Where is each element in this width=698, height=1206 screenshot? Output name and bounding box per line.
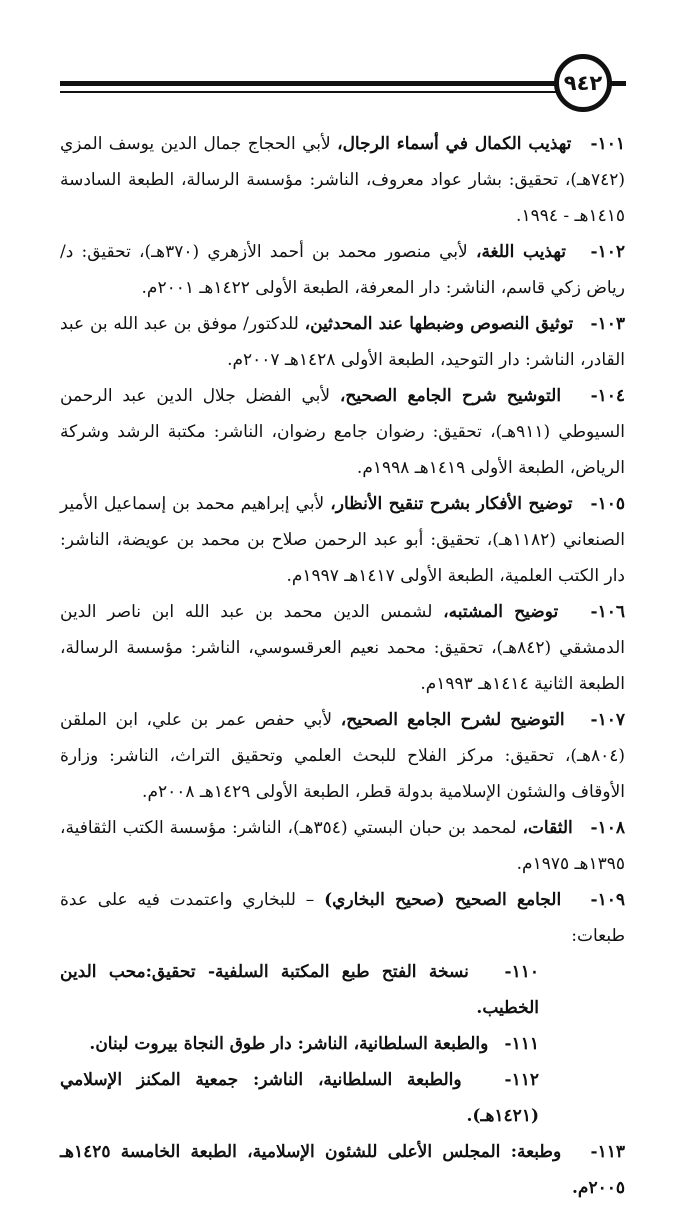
entry-text: والطبعة السلطانية، الناشر: دار طوق النجاة بيروت لبنان.: [89, 1034, 489, 1054]
entry-number: ١٠٧-: [590, 710, 626, 730]
bibliography-entry: [60, 378, 625, 486]
entry-title: الثقات،: [522, 818, 573, 838]
bibliography-sub-entry: [60, 1062, 625, 1134]
bibliography-sub-entry: [60, 1026, 625, 1062]
entry-details: لأبي الفضل جلال الدين عبد الرحمن السيوطي (٩١١هـ)، تحقيق: رضوان جامع رضوان، الناشر: مكتبة الرشد وشركة الرياض، الطبعة الأولى ١٤١٩هـ ١٩٩٨م.: [60, 386, 626, 478]
entry-details: لأبي الحجاج جمال الدين يوسف المزي (٧٤٢هـ)، تحقيق: بشار عواد معروف، الناشر: مؤسسة الرسالة، الطبعة السادسة ١٤١٥هـ - ١٩٩٤.: [60, 134, 625, 226]
entry-details: لأبي حفص عمر بن علي، ابن الملقن (٨٠٤هـ)، تحقيق: مركز الفلاح للبحث العلمي وتحقيق التراث، الناشر: وزارة الأوقاف والشئون الإسلامية بدولة قطر، الطبعة الأولى ١٤٢٩هـ ٢٠٠٨م.: [60, 710, 625, 802]
entry-details: لشمس الدين محمد بن عبد الله ابن ناصر الدين الدمشقي (٨٤٢هـ)، تحقيق: محمد نعيم العرقسوسي، الناشر: مؤسسة الرسالة، الطبعة الثانية ١٤١٤هـ ١٩٩٣م.: [60, 602, 625, 694]
header-rule-right: [610, 81, 626, 86]
entry-number: ١٠٨-: [590, 818, 626, 838]
entry-title: تهذيب الكمال في أسماء الرجال،: [337, 134, 572, 154]
bibliography-entry: [60, 126, 625, 234]
bibliography-entry: [60, 594, 625, 702]
header-rule-thin: [60, 91, 564, 93]
bibliography-entry: [60, 486, 625, 594]
bibliography-entry: [60, 810, 625, 882]
page-header: [60, 54, 626, 114]
bibliography-entry: [60, 234, 625, 306]
page-number: ٩٤٢: [554, 54, 612, 112]
entry-title: تهذيب اللغة،: [475, 242, 566, 262]
entry-number: ١١٠-: [504, 962, 539, 982]
bibliography-entry: [60, 306, 625, 378]
entry-number: ١٠٢-: [590, 242, 626, 262]
entry-text: نسخة الفتح طبع المكتبة السلفية- تحقيق:محب الدين الخطيب.: [60, 962, 539, 1018]
entry-title: التوضيح لشرح الجامع الصحيح،: [340, 710, 565, 730]
entry-details: – للبخاري واعتمدت فيه على عدة طبعات:: [60, 890, 625, 946]
entry-details: للدكتور/ موفق بن عبد الله بن عبد القادر، الناشر: دار التوحيد، الطبعة الأولى ١٤٢٨هـ ٢٠٠٧م.: [60, 314, 625, 370]
entry-details: لأبي منصور محمد بن أحمد الأزهري (٣٧٠هـ)، تحقيق: د/رياض زكي قاسم، الناشر: دار المعرفة، الطبعة الأولى ١٤٢٢هـ ٢٠٠١م.: [60, 242, 625, 298]
bibliography-sub-entry: [60, 954, 625, 1026]
bibliography-sub-entry: [60, 1134, 625, 1206]
entry-number: ١٠٤-: [590, 386, 626, 406]
header-rule-thick: [60, 81, 564, 86]
entry-text: والطبعة السلطانية، الناشر: جمعية المكنز الإسلامي (١٤٢١هـ).: [60, 1070, 539, 1126]
entry-number: ١٠٥-: [590, 494, 625, 514]
entry-title: توضيح الأفكار بشرح تنقيح الأنظار،: [330, 494, 573, 514]
entry-number: ١٠٩-: [590, 890, 626, 910]
entry-number: ١٠٦-: [590, 602, 625, 622]
entry-text: وطبعة: المجلس الأعلى للشئون الإسلامية، الطبعة الخامسة ١٤٢٥هـ ٢٠٠٥م.: [60, 1142, 625, 1198]
entry-number: ١٠٣-: [590, 314, 626, 334]
entry-details: لمحمد بن حبان البستي (٣٥٤هـ)، الناشر: مؤسسة الكتب الثقافية، ١٣٩٥هـ ١٩٧٥م.: [60, 818, 625, 874]
entry-title: توضيح المشتبه،: [443, 602, 559, 622]
entry-details: لأبي إبراهيم محمد بن إسماعيل الأمير الصنعاني (١١٨٢هـ)، تحقيق: أبو عبد الرحمن صلاح بن محمد بن عويضة، الناشر: دار الكتب العلمية، الطبعة الأولى ١٤١٧هـ ١٩٩٧م.: [60, 494, 626, 586]
entry-number: ١٠١-: [590, 134, 625, 154]
bibliography-entry: [60, 882, 625, 954]
entry-title: توثيق النصوص وضبطها عند المحدثين،: [304, 314, 574, 334]
entry-number: ١١٣-: [590, 1142, 625, 1162]
bibliography-list: [60, 126, 625, 1206]
entry-number: ١١١-: [504, 1034, 539, 1054]
entry-number: ١١٢-: [504, 1070, 540, 1090]
bibliography-entry: [60, 702, 625, 810]
entry-title: التوشيح شرح الجامع الصحيح،: [339, 386, 562, 406]
entry-title: الجامع الصحيح (صحيح البخاري): [324, 890, 562, 910]
